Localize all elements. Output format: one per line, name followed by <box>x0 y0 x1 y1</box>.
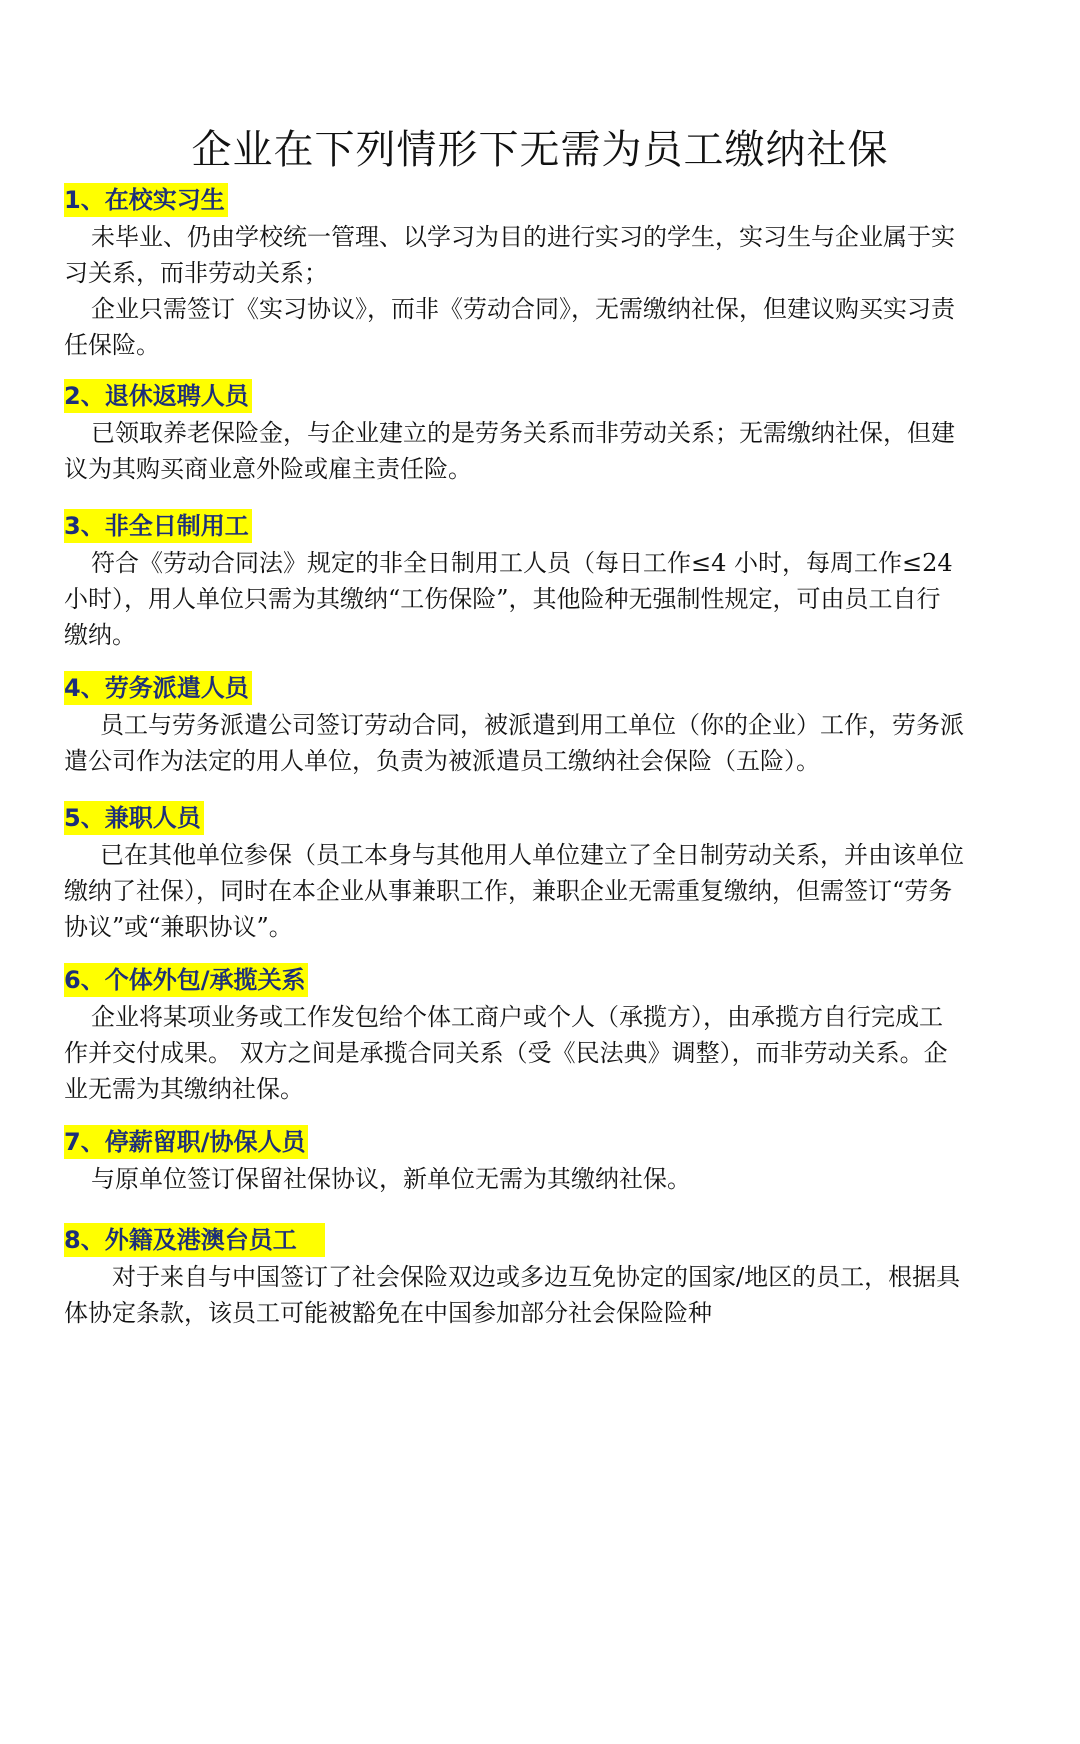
section-heading: 5、兼职人员 <box>64 801 204 835</box>
section-2 <box>64 379 964 487</box>
section-3 <box>64 509 964 653</box>
section-paragraph: 对于来自与中国签订了社会保险双边或多边互免协定的国家/地区的员工，根据具体协定条款，该员工可能被豁免在中国参加部分社会保险险种 <box>64 1263 961 1327</box>
section-4 <box>64 671 964 779</box>
section-heading: 3、非全日制用工 <box>64 509 252 543</box>
section-paragraph: 已领取养老保险金，与企业建立的是劳务关系而非劳动关系；无需缴纳社保，但建议为其购买商业意外险或雇主责任险。 <box>64 419 955 483</box>
section-paragraph: 员工与劳务派遣公司签订劳动合同，被派遣到用工单位（你的企业）工作，劳务派遣公司作为法定的用人单位，负责为被派遣员工缴纳社会保险（五险）。 <box>64 711 964 775</box>
section-1 <box>64 183 964 363</box>
section-8 <box>64 1223 964 1331</box>
section-heading: 1、在校实习生 <box>64 183 228 217</box>
section-5 <box>64 801 964 945</box>
section-6 <box>64 963 964 1107</box>
section-heading: 8、外籍及港澳台员工 <box>64 1223 325 1257</box>
section-paragraph: 符合《劳动合同法》规定的非全日制用工人员（每日工作≤4 小时，每周工作≤24 小时），用人单位只需为其缴纳“工伤保险”，其他险种无强制性规定，可由员工自行缴纳。 <box>64 549 953 649</box>
section-paragraph: 企业将某项业务或工作发包给个体工商户或个人（承揽方），由承揽方自行完成工作并交付成果。 双方之间是承揽合同关系（受《民法典》调整），而非劳动关系。企业无需为其缴纳社保。 <box>64 1003 948 1103</box>
section-7 <box>64 1125 964 1197</box>
section-paragraph: 已在其他单位参保（员工本身与其他用人单位建立了全日制劳动关系，并由该单位缴纳了社保），同时在本企业从事兼职工作，兼职企业无需重复缴纳，但需签订“劳务协议”或“兼职协议”。 <box>64 841 964 941</box>
section-heading: 2、退休返聘人员 <box>64 379 252 413</box>
section-paragraph: 与原单位签订保留社保协议，新单位无需为其缴纳社保。 <box>91 1165 691 1193</box>
section-heading: 6、个体外包/承揽关系 <box>64 963 308 997</box>
document-title: 企业在下列情形下无需为员工缴纳社保 <box>191 127 889 173</box>
section-heading: 4、劳务派遣人员 <box>64 671 252 705</box>
section-heading: 7、停薪留职/协保人员 <box>64 1125 308 1159</box>
section-paragraph: 企业只需签订《实习协议》，而非《劳动合同》，无需缴纳社保，但建议购买实习责任保险。 <box>64 295 955 359</box>
section-paragraph: 未毕业、仍由学校统一管理、以学习为目的进行实习的学生，实习生与企业属于实习关系，而非劳动关系； <box>64 223 955 287</box>
